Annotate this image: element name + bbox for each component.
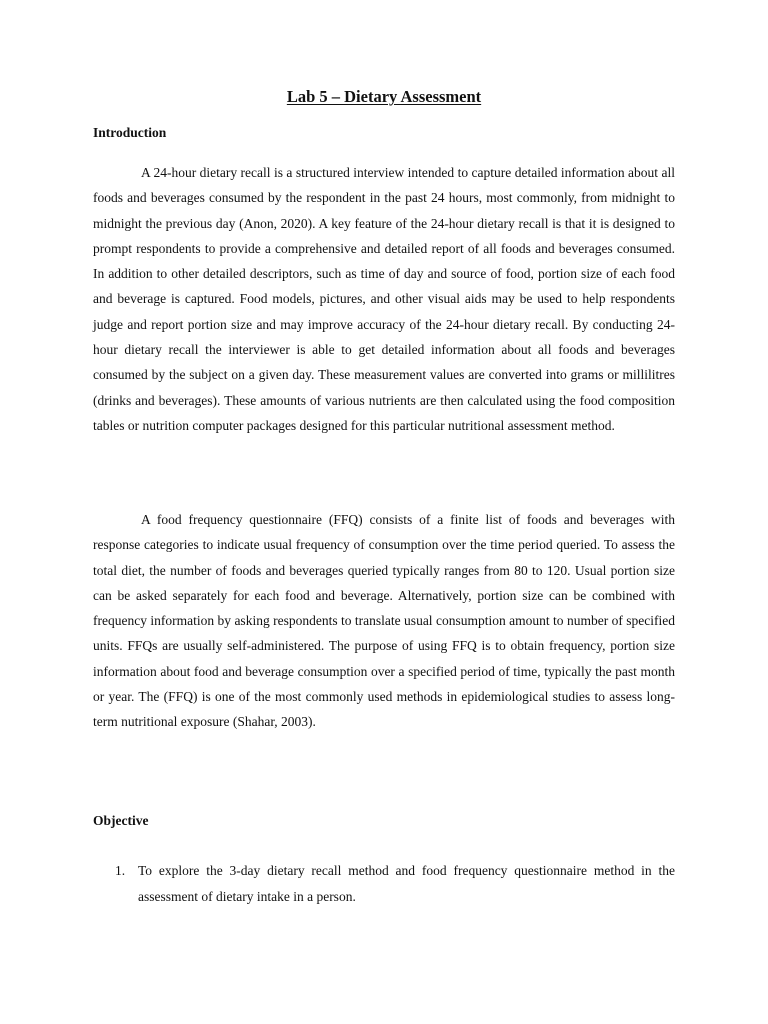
document-title — [0, 86, 768, 108]
introduction-heading: Introduction — [93, 125, 167, 140]
document-title-text: Lab 5 – Dietary Assessment — [286, 87, 482, 106]
introduction-paragraph-2: A food frequency questionnaire (FFQ) consists of a finite list of foods and beverages with response categories to indicate usual frequency of consumption over the time period queried. To assess the total diet, the number of foods and beverages queried typically ranges from 80 to 120. Usual portion size can be asked separately for each food and beverage. Alternatively, portion size can be combined with frequency information by asking respondents to translate usual consumption amount to number of specified units. FFQs are usually self-administered. The purpose of using FFQ is to obtain frequency, portion size information about food and beverage consumption over a specified period of time, typically the past month or year. The (FFQ) is one of the most commonly used methods in epidemiological studies to assess long-term nutritional exposure (Shahar, 2003). — [93, 512, 675, 730]
objective-heading: Objective — [93, 813, 149, 828]
list-item-number: 1. — [115, 863, 126, 878]
objective-list — [93, 858, 675, 910]
list-item-text: To explore the 3-day dietary recall method and food frequency questionnaire method in the assessment of dietary intake in a person. — [138, 863, 675, 904]
introduction-paragraph-1: A 24-hour dietary recall is a structured interview intended to capture detailed information about all foods and beverages consumed by the respondent in the past 24 hours, most commonly, from midnight to midnight the previous day (Anon, 2020). A key feature of the 24-hour dietary recall is that it is designed to prompt respondents to provide a comprehensive and detailed report of all foods and beverages consumed. In addition to other detailed descriptors, such as time of day and source of food, portion size of each food and beverage is captured. Food models, pictures, and other visual aids may be used to help respondents judge and report portion size and may improve accuracy of the 24-hour dietary recall. By conducting 24-hour dietary recall the interviewer is able to get detailed information about all foods and beverages consumed by the subject on a given day. These measurement values are converted into grams or millilitres (drinks and beverages). These amounts of various nutrients are then calculated using the food composition tables or nutrition computer packages designed for this particular nutritional assessment method. — [93, 165, 675, 433]
objective-list-item — [93, 858, 675, 910]
